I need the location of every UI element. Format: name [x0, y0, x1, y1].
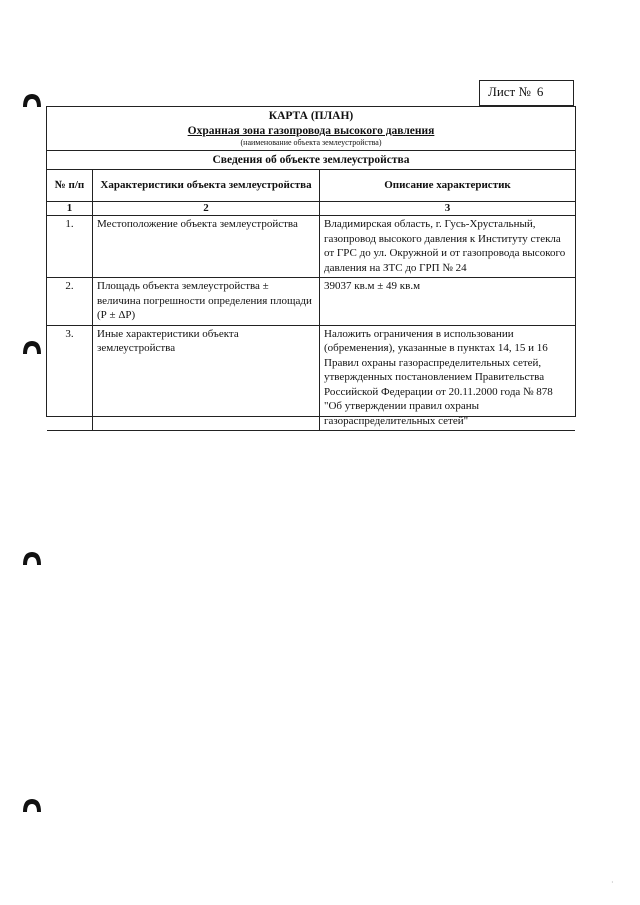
sheet-number-box: [479, 80, 574, 106]
title-block: [47, 107, 575, 151]
row-num: 1.: [47, 216, 93, 278]
col-number-3: 3: [320, 202, 576, 216]
sheet-label: Лист №: [488, 84, 531, 99]
row-description: Владимирская область, г. Гусь-Хрустальный, газопровод высокого давления к Институту стекла от ГРС до ул. Окружной и от газопровода высокого давления на ЗТС до ГРП № 24: [320, 216, 576, 278]
document-title: КАРТА (ПЛАН): [268, 110, 354, 122]
table-row: [47, 216, 575, 278]
punch-hole-mark: [21, 92, 43, 108]
document-frame: [46, 106, 576, 427]
table-row: [47, 278, 575, 326]
object-name-caption: (наименование объекта землеустройства): [240, 138, 382, 147]
section-heading: Сведения об объекте землеустройства: [47, 151, 575, 170]
row-description: Наложить ограничения в использовании (обременения), указанные в пунктах 14, 15 и 16 Правил охраны газораспределительных сетей, утвержденных постановлением Правительства Российской Федерации от 20.11.2000 года № 878 "Об утверждении правил охраны газораспределительных сетей": [320, 325, 576, 431]
row-description: 39037 кв.м ± 49 кв.м: [320, 278, 576, 326]
row-num: 3.: [47, 325, 93, 431]
row-characteristic: Площадь объекта землеустройства ± величина погрешности определения площади (Р ± ΔР): [93, 278, 320, 326]
row-characteristic: Иные характеристики объекта землеустройства: [93, 325, 320, 431]
header-description: Описание характеристик: [320, 170, 576, 202]
header-characteristic: Характеристики объекта землеустройства: [93, 170, 320, 202]
characteristics-table: [47, 170, 575, 431]
row-num: 2.: [47, 278, 93, 326]
column-number-row: [47, 202, 575, 216]
punch-hole-mark: [21, 339, 43, 355]
header-num: № п/п: [47, 170, 93, 202]
scan-speck: ·: [611, 878, 614, 887]
table-row: [47, 325, 575, 431]
table-header-row: [47, 170, 575, 202]
row-characteristic: Местоположение объекта землеустройства: [93, 216, 320, 278]
sheet-number: 6: [536, 84, 544, 99]
punch-hole-mark: [21, 797, 43, 813]
col-number-2: 2: [93, 202, 320, 216]
col-number-1: 1: [47, 202, 93, 216]
object-name: Охранная зона газопровода высокого давления: [187, 125, 435, 137]
punch-hole-mark: [21, 550, 43, 566]
